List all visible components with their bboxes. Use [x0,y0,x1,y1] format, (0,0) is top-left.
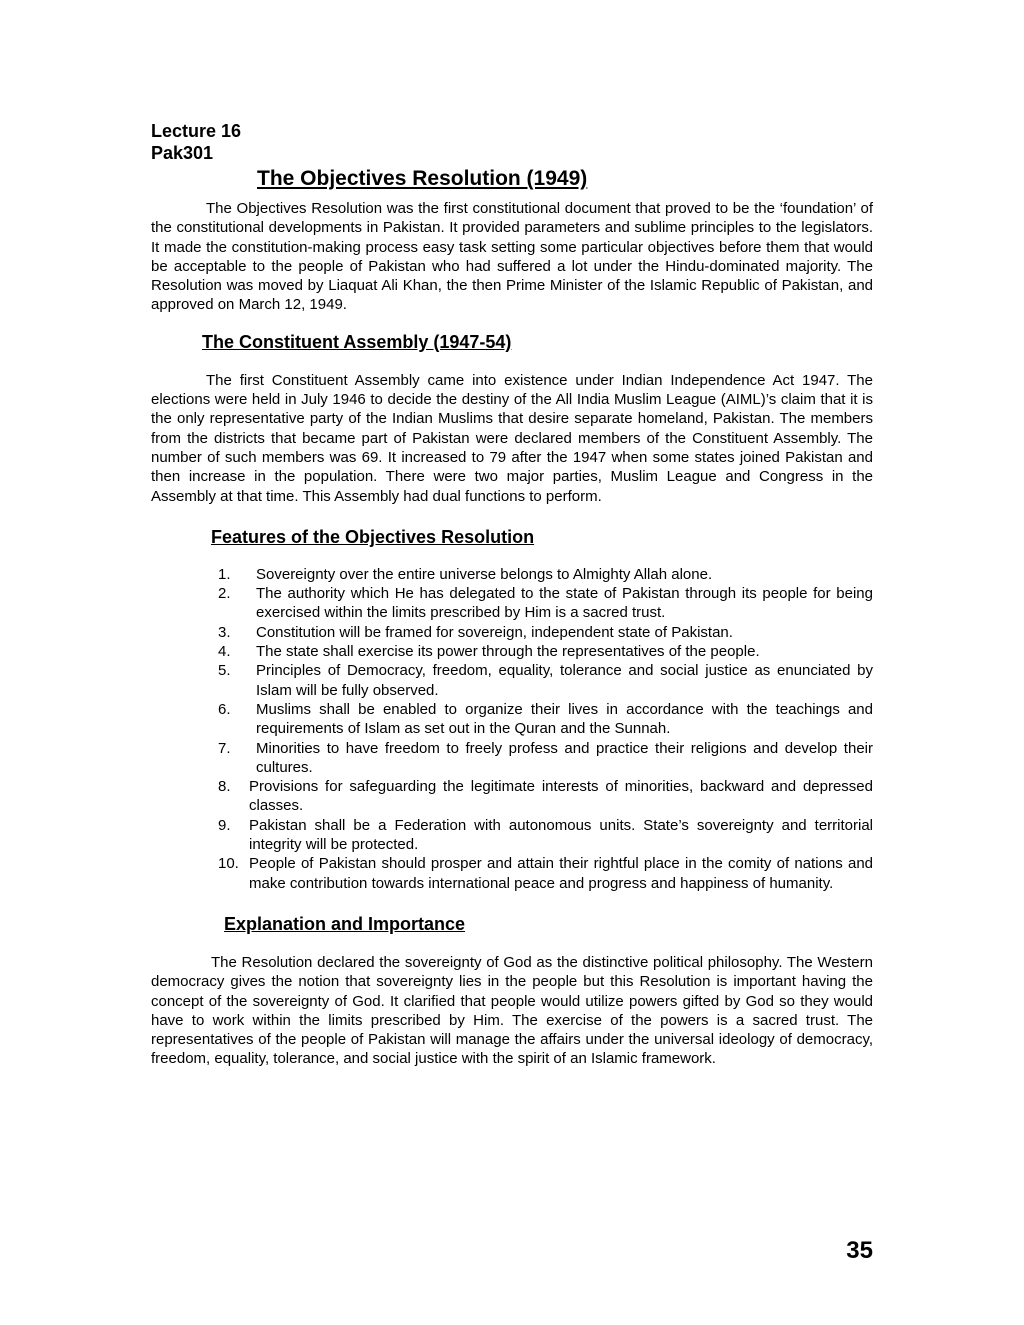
list-item-number: 1. [218,565,231,583]
list-item-number: 7. [218,739,231,757]
list-item [151,854,873,893]
list-item [151,642,873,661]
section-heading-explanation: Explanation and Importance [224,913,466,934]
intro-paragraph: The Objectives Resolution was the first constitutional document that proved to be the ‘foundation’ of the constitutional developments in Pakistan. It provided parameters and sublime principles to the legislators. It made the constitution-making process easy task setting some particular objectives before them that would be acceptable to the people of Pakistan who had suffered a lot under the Hindu-dominated majority. The Resolution was moved by Liaquat Ali Khan, the then Prime Minister of the Islamic Republic of Pakistan, and approved on March 12, 1949. [151,200,873,314]
list-item-number: 10. [218,855,239,873]
section-heading-features: Features of the Objectives Resolution [211,526,535,547]
list-item [151,623,873,642]
list-item-text: Muslims shall be enabled to organize their lives in accordance with the teachings and requirements of Islam as set out in the Quran and the Sunnah. [256,700,873,738]
features-list [151,565,873,893]
list-item-number: 8. [218,778,231,796]
list-item-text: Constitution will be framed for sovereign, independent state of Pakistan. [256,623,733,641]
constituent-assembly-paragraph: The first Constituent Assembly came into existence under Indian Independence Act 1947. The elections were held in July 1946 to decide the destiny of the All India Muslim League (AIML)’s claim that it is the only representative party of the Indian Muslims that desire separate homeland, Pakistan. The members from the districts that became part of Pakistan were declared members of the Constituent Assembly. The number of such members was 69. It increased to 79 after the 1947 when some states joined Pakistan and then increase in the population. There were two major parties, Muslim League and Congress in the Assembly at that time. This Assembly had dual functions to perform. [151,371,873,505]
list-item-text: The authority which He has delegated to the state of Pakistan through its people for being exercised within the limits prescribed by Him is a sacred trust. [256,585,873,622]
list-item-text: Provisions for safeguarding the legitimate interests of minorities, backward and depressed classes. [249,778,873,815]
list-item-text: The state shall exercise its power through the representatives of the people. [256,643,760,661]
explanation-paragraph: The Resolution declared the sovereignty of God as the distinctive political philosophy. The Western democracy gives the notion that sovereignty lies in the people but this Resolution is important having the concept of the sovereignty of God. It clarified that people would utilize powers gifted by God so they would have to work within the limits prescribed by Him. The exercise of the powers is a sacred trust. The representatives of the people of Pakistan will manage the affairs under the universal ideology of democracy, freedom, equality, tolerance, and social justice with the spirit of an Islamic framework. [151,953,873,1068]
list-item [151,739,873,778]
page-number: 35 [846,1237,873,1264]
list-item [151,700,873,739]
list-item [151,565,873,584]
list-item-text: Sovereignty over the entire universe belongs to Almighty Allah alone. [256,565,713,583]
list-item-number: 4. [218,643,231,661]
page-title: The Objectives Resolution (1949) [257,167,588,190]
course-code: Pak301 [151,143,214,163]
list-item-text: Principles of Democracy, freedom, equality, tolerance and social justice as enunciated by Islam will be fully observed. [256,662,873,699]
list-item-text: Pakistan shall be a Federation with autonomous units. State’s sovereignty and territorial integrity will be protected. [249,816,873,854]
list-item-number: 3. [218,623,231,641]
list-item-text: People of Pakistan should prosper and attain their rightful place in the comity of nations and make contribution towards international peace and progress and happiness of humanity. [249,855,873,892]
list-item-number: 6. [218,700,231,718]
document-page [151,120,873,1069]
list-item-number: 2. [218,585,231,603]
list-item [151,661,873,700]
list-item-text: Minorities to have freedom to freely profess and practice their religions and develop their cultures. [256,739,873,776]
list-item-number: 5. [218,662,231,680]
list-item-number: 9. [218,816,231,834]
list-item [151,777,873,816]
list-item [151,584,873,623]
lecture-label: Lecture 16 [151,121,242,141]
section-heading-constituent-assembly: The Constituent Assembly (1947-54) [202,331,512,352]
list-item [151,816,873,855]
